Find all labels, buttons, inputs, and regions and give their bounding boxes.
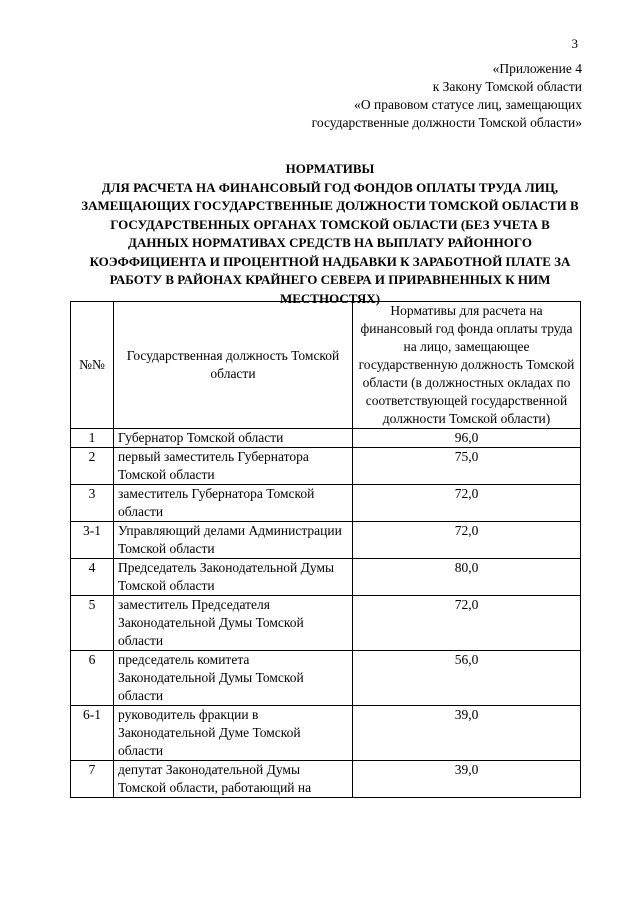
row-position: депутат Законодательной Думы Томской области, работающий на <box>114 761 353 798</box>
row-norm: 72,0 <box>353 522 581 559</box>
row-position: Управляющий делами Администрации Томской области <box>114 522 353 559</box>
table-header-row <box>71 302 581 429</box>
title-main: НОРМАТИВЫ <box>285 161 375 176</box>
appendix-line: «Приложение 4 <box>492 61 582 76</box>
row-norm: 72,0 <box>353 485 581 522</box>
table-row <box>71 761 581 798</box>
table-row <box>71 559 581 596</box>
row-num: 3 <box>71 485 114 522</box>
row-norm: 56,0 <box>353 651 581 706</box>
row-num: 1 <box>71 429 114 448</box>
header-norm: Нормативы для расчета на финансовый год фонда оплаты труда на лицо, замещающее государственную должность Томской области (в должностных окладах по соответствующей государственной должности Томской области) <box>353 302 581 429</box>
header-position: Государственная должность Томской области <box>114 302 353 429</box>
table-row <box>71 651 581 706</box>
header-num: №№ <box>71 302 114 429</box>
document-title <box>80 160 580 308</box>
row-num: 2 <box>71 448 114 485</box>
appendix-line: государственные должности Томской области» <box>311 115 582 130</box>
table-row <box>71 448 581 485</box>
row-position: заместитель Председателя Законодательной Думы Томской области <box>114 596 353 651</box>
row-position: Председатель Законодательной Думы Томской области <box>114 559 353 596</box>
table-row <box>71 596 581 651</box>
appendix-line: к Закону Томской области <box>432 79 582 94</box>
row-num: 6-1 <box>71 706 114 761</box>
row-position: руководитель фракции в Законодательной Думе Томской области <box>114 706 353 761</box>
row-position: первый заместитель Губернатора Томской области <box>114 448 353 485</box>
row-num: 3-1 <box>71 522 114 559</box>
row-num: 6 <box>71 651 114 706</box>
row-position: заместитель Губернатора Томской области <box>114 485 353 522</box>
norms-table <box>70 301 581 798</box>
title-subtitle: ДЛЯ РАСЧЕТА НА ФИНАНСОВЫЙ ГОД ФОНДОВ ОПЛАТЫ ТРУДА ЛИЦ, ЗАМЕЩАЮЩИХ ГОСУДАРСТВЕННЫЕ ДОЛЖНОСТИ ТОМСКОЙ ОБЛАСТИ В ГОСУДАРСТВЕННЫХ ОРГАНАХ ТОМСКОЙ ОБЛАСТИ (БЕЗ УЧЕТА В ДАННЫХ НОРМАТИВАХ СРЕДСТВ НА ВЫПЛАТУ РАЙОННОГО КОЭФФИЦИЕНТА И ПРОЦЕНТНОЙ НАДБАВКИ К ЗАРАБОТНОЙ ПЛАТЕ ЗА РАБОТУ В РАЙОНАХ КРАЙНЕГО СЕВЕРА И ПРИРАВНЕННЫХ К НИМ МЕСТНОСТЯХ) <box>81 179 579 306</box>
row-norm: 72,0 <box>353 596 581 651</box>
row-num: 5 <box>71 596 114 651</box>
row-num: 4 <box>71 559 114 596</box>
appendix-reference <box>312 60 582 132</box>
table-row <box>71 522 581 559</box>
table-row <box>71 706 581 761</box>
table-row <box>71 429 581 448</box>
row-norm: 39,0 <box>353 706 581 761</box>
row-position: Губернатор Томской области <box>114 429 353 448</box>
row-norm: 39,0 <box>353 761 581 798</box>
page-number: 3 <box>571 36 578 51</box>
row-num: 7 <box>71 761 114 798</box>
row-position: председатель комитета Законодательной Думы Томской области <box>114 651 353 706</box>
row-norm: 80,0 <box>353 559 581 596</box>
row-norm: 96,0 <box>353 429 581 448</box>
row-norm: 75,0 <box>353 448 581 485</box>
table-row <box>71 485 581 522</box>
appendix-line: «О правовом статусе лиц, замещающих <box>354 97 582 112</box>
